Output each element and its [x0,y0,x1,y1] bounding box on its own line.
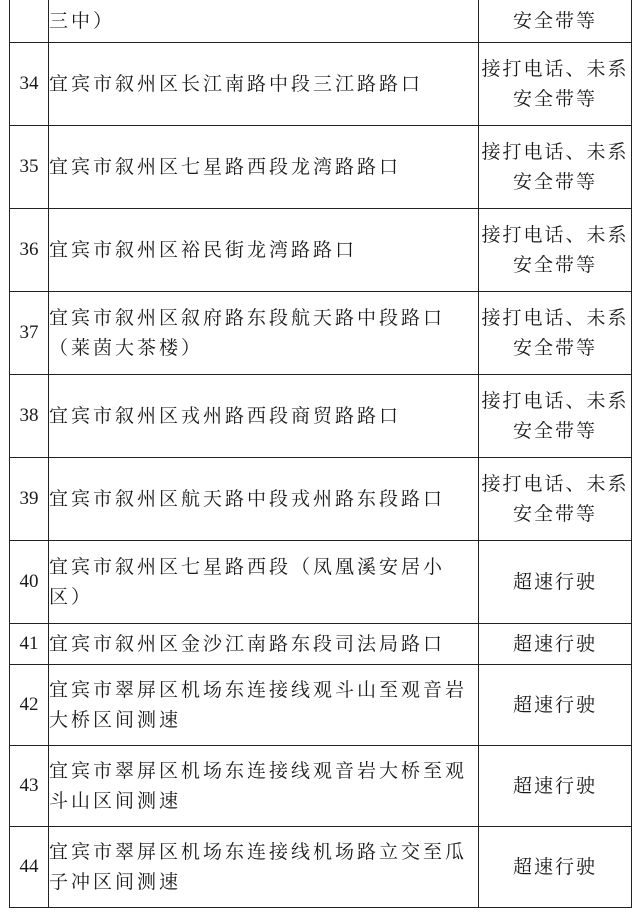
row-number-cell: 35 [10,126,49,209]
row-number-cell: 37 [10,292,49,375]
table-row [10,43,632,126]
location-cell: 三中） [49,0,479,43]
table-row [10,126,632,209]
location-cell: 宜宾市叙州区金沙江南路东段司法局路口 [49,624,479,665]
violation-type-cell: 超速行驶 [479,624,632,665]
violation-type-cell: 接打电话、未系安全带等 [479,209,632,292]
table-row [10,827,632,908]
violation-type-cell: 接打电话、未系安全带等 [479,43,632,126]
violation-locations-table [9,0,632,908]
violation-type-cell: 安全带等 [479,0,632,43]
violation-type-cell: 超速行驶 [479,665,632,746]
location-cell: 宜宾市翠屏区机场东连接线观音岩大桥至观斗山区间测速 [49,746,479,827]
row-number-cell: 41 [10,624,49,665]
location-cell: 宜宾市叙州区航天路中段戎州路东段路口 [49,458,479,541]
table-row [10,624,632,665]
row-number-cell: 42 [10,665,49,746]
table-row [10,746,632,827]
row-number-cell: 44 [10,827,49,908]
table-row [10,375,632,458]
table-row [10,209,632,292]
row-number-cell [10,0,49,43]
violation-type-cell: 接打电话、未系安全带等 [479,292,632,375]
row-number-cell: 43 [10,746,49,827]
violation-type-cell: 超速行驶 [479,541,632,624]
table-row-continuation [10,0,632,43]
location-cell: 宜宾市翠屏区机场东连接线观斗山至观音岩大桥区间测速 [49,665,479,746]
violation-type-cell: 超速行驶 [479,827,632,908]
table-row [10,458,632,541]
table-row [10,541,632,624]
location-cell: 宜宾市叙州区长江南路中段三江路路口 [49,43,479,126]
row-number-cell: 34 [10,43,49,126]
location-cell: 宜宾市叙州区七星路西段龙湾路路口 [49,126,479,209]
table-row [10,292,632,375]
violation-type-cell: 接打电话、未系安全带等 [479,458,632,541]
row-number-cell: 36 [10,209,49,292]
violation-type-cell: 接打电话、未系安全带等 [479,126,632,209]
location-cell: 宜宾市叙州区叙府路东段航天路中段路口（莱茵大茶楼） [49,292,479,375]
row-number-cell: 38 [10,375,49,458]
row-number-cell: 40 [10,541,49,624]
row-number-cell: 39 [10,458,49,541]
violation-type-cell: 接打电话、未系安全带等 [479,375,632,458]
violation-type-cell: 超速行驶 [479,746,632,827]
location-cell: 宜宾市叙州区戎州路西段商贸路路口 [49,375,479,458]
location-cell: 宜宾市叙州区七星路西段（凤凰溪安居小区） [49,541,479,624]
location-cell: 宜宾市叙州区裕民街龙湾路路口 [49,209,479,292]
table-row [10,665,632,746]
location-cell: 宜宾市翠屏区机场东连接线机场路立交至瓜子冲区间测速 [49,827,479,908]
